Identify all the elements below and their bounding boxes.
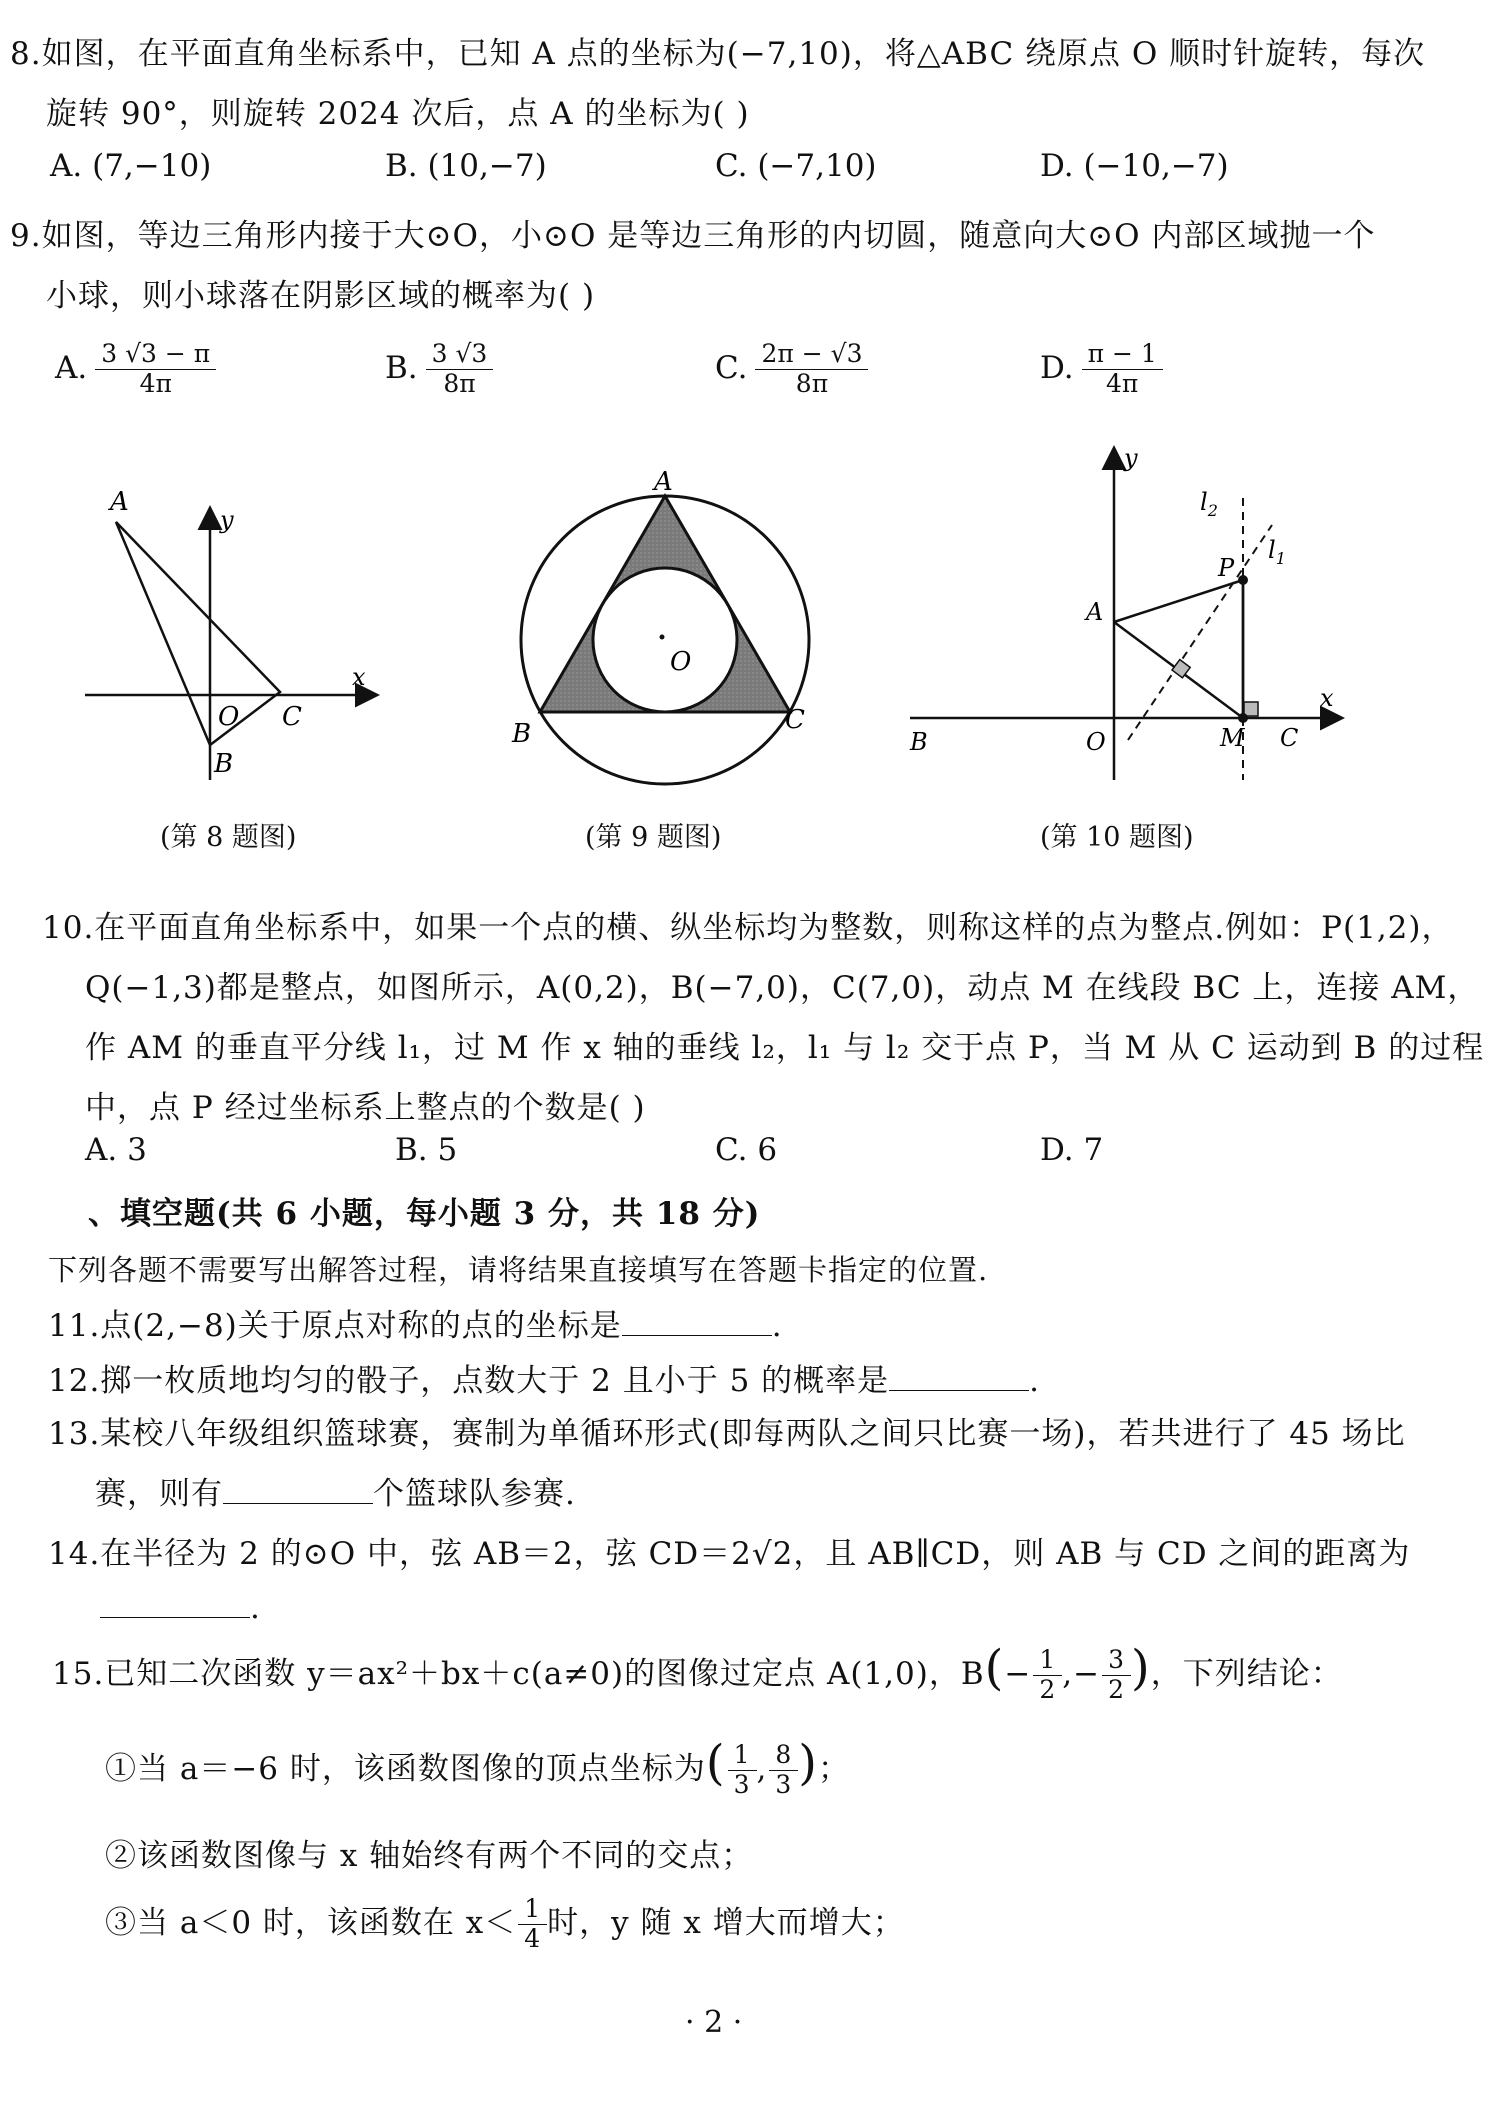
q8-option-b: B. (10,−7) [385,148,547,184]
q12: 12.掷一枚质地均匀的骰子，点数大于 2 且小于 5 的概率是 . [48,1363,1041,1399]
label-b: B [512,719,532,749]
q15-conclusion-2: ②该函数图像与 x 轴始终有两个不同的交点； [105,1838,754,1874]
page-number: · 2 · [685,2005,743,2040]
q14-line1: 14.在半径为 2 的⊙O 中，弦 AB＝2，弦 CD＝2√2，且 AB∥CD，则 AB 与 CD 之间的距离为 [48,1536,1411,1572]
right-angle-mark-2 [1244,702,1258,716]
point-m [1238,713,1248,723]
q13-line2: 赛，则有 个篮球队参赛. [95,1476,576,1512]
label-l1: $l_1$ [1268,536,1286,568]
label-x: x [352,663,366,691]
label-y: y [1124,444,1138,472]
q10-line4: 中，点 P 经过坐标系上整点的个数是( ) [85,1090,646,1126]
label-x: x [1320,684,1334,712]
q8-option-d: D. (−10,−7) [1040,148,1229,184]
q10-option-a: A. 3 [85,1132,147,1168]
q9-option-d: D. $\frac{\pi - 1}{4\pi}$ [1040,340,1163,399]
label-o: O [218,702,240,732]
q10-line3: 作 AM 的垂直平分线 l₁，过 M 作 x 轴的垂线 l₂，l₁ 与 l₂ 交于点 P，当 M 从 C 运动到 B 的过程 [85,1030,1485,1066]
q9-option-b: B. $\frac{3 √3}{8\pi}$ [385,340,493,399]
label-c: C [785,705,805,735]
right-angle-mark-1 [1172,660,1190,678]
figure-10 [900,440,1360,800]
q8-line2: 旋转 90°，则旋转 2024 次后，点 A 的坐标为( ) [46,96,750,132]
label-p: P [1218,554,1235,582]
label-l2: $l_2$ [1200,488,1218,520]
q13-answer-blank [223,1503,373,1504]
q10-option-c: C. 6 [715,1132,778,1168]
q9-option-a: A. $\frac{3 √3 - \pi}{4\pi}$ [55,340,216,399]
q9-option-c: C. $\frac{2\pi - √3}{8\pi}$ [715,340,868,399]
q10-option-d: D. 7 [1040,1132,1104,1168]
label-o: O [1086,728,1106,756]
q11-answer-blank [622,1335,772,1336]
label-a: A [1086,598,1104,626]
label-o: O [670,647,692,677]
q8-option-a: A. (7,−10) [50,148,212,184]
section-instruction: 下列各题不需要写出解答过程，请将结果直接填写在答题卡指定的位置. [48,1253,989,1287]
label-y: y [220,506,234,534]
q13-line1: 13.某校八年级组织篮球赛，赛制为单循环形式(即每两队之间只比赛一场)，若共进行了 45 场比 [48,1416,1406,1452]
q10-option-b: B. 5 [395,1132,458,1168]
q12-answer-blank [889,1390,1029,1391]
segment-ap [1114,580,1243,622]
caption-figure-9: (第 9 题图) [585,822,722,853]
figure-8 [70,480,390,800]
label-c: C [282,702,302,732]
label-m: M [1220,724,1245,752]
q14-line2: . [100,1590,261,1626]
q10-line2: Q(−1,3)都是整点，如图所示，A(0,2)，B(−7,0)，C(7,0)，动点 M 在线段 BC 上，连接 AM， [85,970,1480,1006]
q8-option-c: C. (−7,10) [715,148,877,184]
triangle-abc [116,522,280,745]
label-a: A [654,467,673,497]
q15-stem: 15.已知二次函数 y＝ax²＋bx＋c(a≠0)的图像过定点 A(1,0)，B(− $\frac{1}{2}$ ,− $\frac{3}{2}$ )，下列结论： [52,1640,1343,1704]
q9-line2: 小球，则小球落在阴影区域的概率为( ) [46,278,596,314]
figure-9 [500,460,830,790]
q8-line1: 8.如图，在平面直角坐标系中，已知 A 点的坐标为(−7,10)，将△ABC 绕原点 O 顺时针旋转，每次 [10,36,1426,72]
label-c: C [1280,724,1299,752]
label-a: A [110,487,129,517]
q10-line1: 10.在平面直角坐标系中，如果一个点的横、纵坐标均为整数，则称这样的点为整点.例如：P(1,2)， [42,910,1454,946]
caption-figure-10: (第 10 题图) [1040,822,1194,853]
label-b: B [214,749,234,779]
point-p [1238,575,1248,585]
section-heading: 、填空题(共 6 小题，每小题 3 分，共 18 分) [88,1196,761,1232]
small-circle [593,568,737,712]
label-b: B [910,728,928,756]
q15-conclusion-1: ①当 a＝−6 时，该函数图像的顶点坐标为( $\frac{1}{3}$ , $\frac{8}{3}$ )； [105,1735,851,1799]
caption-figure-8: (第 8 题图) [160,822,297,853]
q11: 11.点(2,−8)关于原点对称的点的坐标是 . [48,1308,783,1344]
q14-answer-blank [100,1617,250,1618]
q15-conclusion-3: ③当 a＜0 时，该函数在 x＜ $\frac{1}{4}$ 时，y 随 x 增大而增大； [105,1894,905,1953]
center-point [660,635,665,640]
q9-line1: 9.如图，等边三角形内接于大⊙O，小⊙O 是等边三角形的内切圆，随意向大⊙O 内部区域抛一个 [10,218,1376,254]
